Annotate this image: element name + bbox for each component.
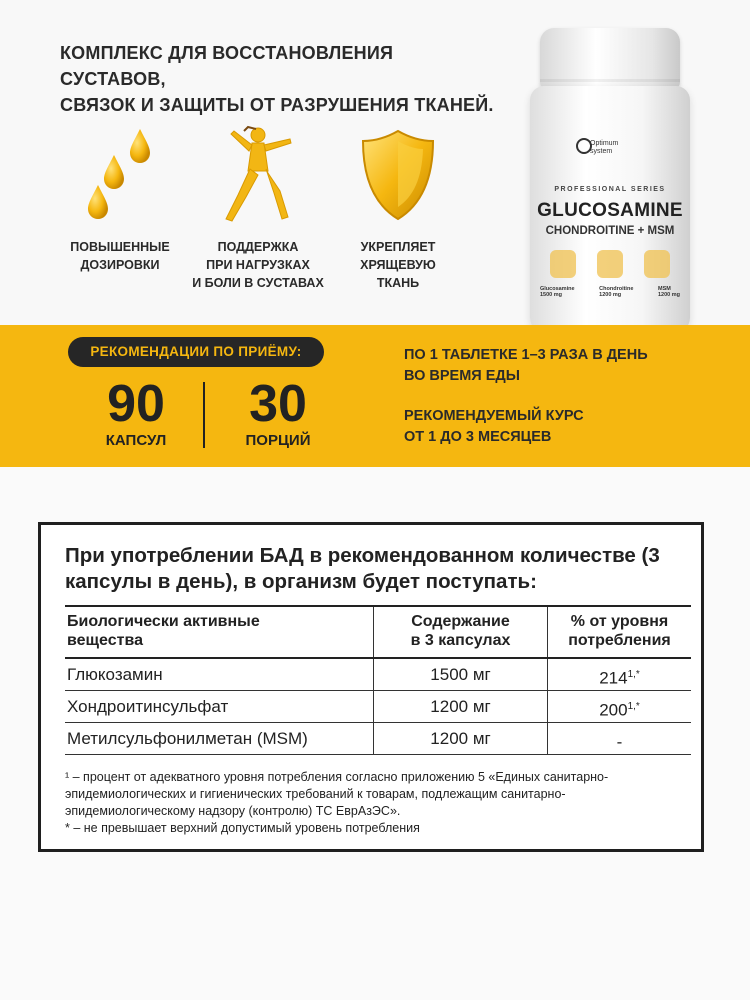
feature-label: УКРЕПЛЯЕТ ХРЯЩЕВУЮ ТКАНЬ (360, 240, 436, 290)
dose-item: Glucosamine 1500 mg (540, 286, 575, 298)
substance-amount: 1500 мг (373, 659, 547, 690)
product-title: GLUCOSAMINE (537, 200, 683, 221)
substance-percent: $200^{1,*}$ (547, 691, 691, 722)
servings-count: 30 (249, 375, 307, 433)
table-row (65, 723, 691, 755)
capsules-unit: КАПСУЛ (105, 432, 167, 449)
table-header-row (65, 605, 691, 659)
feature-dosage (40, 120, 200, 274)
jar-cap (540, 28, 680, 90)
product-subtitle: CHONDROITINE + MSM (545, 225, 675, 237)
joint-icon (597, 250, 623, 278)
servings-unit: ПОРЦИЙ (245, 432, 311, 449)
capsules-count: 90 (107, 375, 165, 433)
brand-name: Optimum system (590, 140, 619, 155)
feature-support (178, 120, 338, 292)
substance-name: Хондроитинсульфат (67, 697, 229, 716)
course-text: РЕКОМЕНДУЕМЫЙ КУРС ОТ 1 ДО 3 МЕСЯЦЕВ (404, 408, 584, 445)
header-substance: Биологически активные вещества (67, 613, 260, 649)
composition-card (38, 522, 704, 852)
product-jar (530, 28, 690, 308)
composition-title: При употреблении БАД в рекомендованном количестве (3 капсулы в день), в организм будет поступать: (65, 544, 660, 593)
dosage-text: ПО 1 ТАБЛЕТКЕ 1–3 РАЗА В ДЕНЬ ВО ВРЕМЯ ЕДЫ (404, 347, 648, 384)
header-amount: Содержание в 3 капсулах (373, 607, 547, 657)
table-row (65, 659, 691, 691)
headline: КОМПЛЕКС ДЛЯ ВОССТАНОВЛЕНИЯ СУСТАВОВ, СВЯЗОК И ЗАЩИТЫ ОТ РАЗРУШЕНИЯ ТКАНЕЙ. (60, 43, 494, 115)
feature-label: ПОДДЕРЖКА ПРИ НАГРУЗКАХ И БОЛИ В СУСТАВАХ (192, 240, 324, 290)
feature-cartilage (318, 120, 478, 292)
substance-name: Метилсульфонилметан (MSM) (67, 729, 308, 748)
substance-amount: 1200 мг (373, 691, 547, 722)
jar-ingredient-icons (550, 250, 670, 282)
dose-item: MSM 1200 mg (657, 286, 680, 298)
substance-percent: $214^{1,*}$ (547, 659, 691, 690)
recommendation-pill: РЕКОМЕНДАЦИИ ПО ПРИЁМУ: (68, 337, 324, 367)
jar-doses (540, 286, 680, 298)
divider (203, 382, 205, 448)
spine-icon (644, 250, 670, 278)
composition-table (65, 605, 691, 755)
substance-name: Глюкозамин (67, 665, 163, 684)
product-series: PROFESSIONAL SERIES (554, 186, 666, 193)
substance-amount: 1200 мг (373, 723, 547, 754)
dose-item: Chondroitine 1200 mg (599, 286, 634, 298)
footnote: ¹ – процент от адекватного уровня потребления согласно приложению 5 «Единых санитарно-эпидемиологических и гигиенических требований к товарам, подлежащим санитарно-эпидемиологическому надзору (контролю) ТС ЕврАзЭС». * – не превышает верхний допустимый уровень потребления (65, 770, 609, 835)
table-row (65, 691, 691, 723)
shield-icon (318, 120, 478, 230)
knee-icon (550, 250, 576, 278)
oil-drops-icon (40, 120, 200, 230)
athlete-figure-icon (178, 120, 338, 230)
header-percent: % от уровня потребления (547, 607, 691, 657)
substance-percent: - (547, 723, 691, 754)
feature-label: ПОВЫШЕННЫЕ ДОЗИРОВКИ (70, 240, 170, 272)
